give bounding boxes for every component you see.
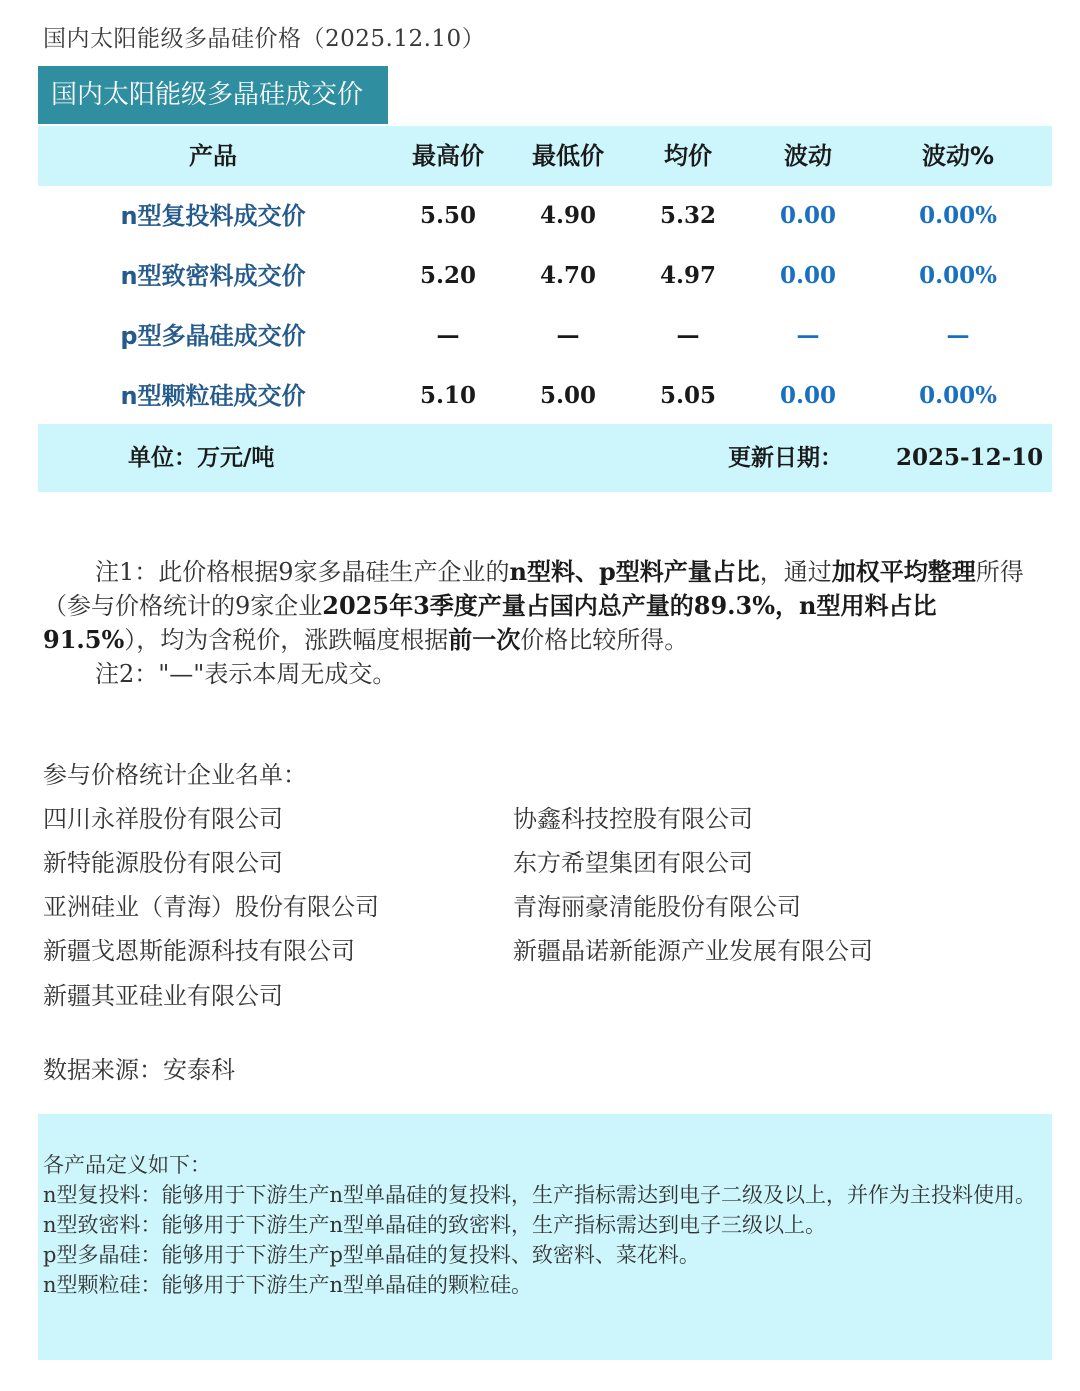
note-1-text: ），均为含税价，涨跌幅度根据 bbox=[124, 626, 449, 654]
header-low: 最低价 bbox=[532, 142, 604, 170]
high-price: 5.50 bbox=[419, 202, 477, 229]
note-1-text: 注1：此价格根据9家多晶硅生产企业的 bbox=[95, 558, 510, 586]
table-header-row bbox=[38, 126, 1052, 186]
high-price: 5.20 bbox=[419, 262, 477, 289]
company-item: 亚洲硅业（青海）股份有限公司 bbox=[43, 893, 379, 921]
definition-item: p型多晶硅：能够用于下游生产p型单晶硅的复投料、致密料、菜花料。 bbox=[43, 1243, 700, 1267]
high-price: — bbox=[436, 322, 460, 349]
price-change-pct: — bbox=[946, 322, 970, 349]
note-1-bold: 前一次 bbox=[448, 625, 521, 654]
low-price: 5.00 bbox=[539, 382, 597, 409]
page-title: 国内太阳能级多晶硅价格（2025.12.10） bbox=[43, 26, 486, 52]
company-item: 新疆其亚硅业有限公司 bbox=[43, 982, 283, 1010]
company-item: 协鑫科技控股有限公司 bbox=[513, 805, 753, 833]
low-price: 4.90 bbox=[539, 202, 597, 229]
header-change: 波动 bbox=[784, 142, 832, 170]
note-1-bold: 加权平均整理 bbox=[831, 557, 976, 586]
table-row bbox=[38, 186, 1052, 246]
company-item: 四川永祥股份有限公司 bbox=[43, 805, 283, 833]
company-item: 东方希望集团有限公司 bbox=[513, 849, 753, 877]
low-price: 4.70 bbox=[539, 262, 597, 289]
product-name: n型复投料成交价 bbox=[120, 202, 306, 230]
header-high: 最高价 bbox=[412, 142, 484, 170]
table-row bbox=[38, 306, 1052, 366]
price-change: 0.00 bbox=[779, 262, 837, 289]
price-change: — bbox=[796, 322, 820, 349]
note-1-text: 所得（参与价格统计的9家企业 bbox=[43, 558, 1024, 620]
definitions-box bbox=[38, 1114, 1052, 1360]
definition-item: n型复投料：能够用于下游生产n型单晶硅的复投料，生产指标需达到电子二级及以上，并作为主投料使用。 bbox=[43, 1183, 1037, 1207]
header-change-pct: 波动% bbox=[921, 142, 995, 170]
note-1-text: 价格比较所得。 bbox=[520, 626, 689, 654]
company-item: 新特能源股份有限公司 bbox=[43, 849, 283, 877]
avg-price: — bbox=[676, 322, 700, 349]
high-price: 5.10 bbox=[419, 382, 477, 409]
header-avg: 均价 bbox=[664, 142, 712, 170]
table-row bbox=[38, 366, 1052, 426]
section-tab: 国内太阳能级多晶硅成交价 bbox=[38, 66, 388, 124]
definition-item: n型致密料：能够用于下游生产n型单晶硅的致密料，生产指标需达到电子三级以上。 bbox=[43, 1213, 827, 1237]
price-change: 0.00 bbox=[779, 202, 837, 229]
company-item: 新疆戈恩斯能源科技有限公司 bbox=[43, 937, 355, 965]
data-source: 数据来源：安泰科 bbox=[43, 1056, 235, 1084]
note-1-bold: 2025年3季度产量占国内总产量的89.3%，n型用料占比91.5% bbox=[43, 591, 937, 654]
notes bbox=[43, 555, 1033, 691]
note-1-text: ，通过 bbox=[759, 558, 832, 586]
unit-label: 单位：万元/吨 bbox=[128, 445, 275, 471]
update-date-label: 更新日期： bbox=[728, 445, 843, 471]
avg-price: 5.32 bbox=[659, 202, 717, 229]
product-name: p型多晶硅成交价 bbox=[120, 322, 306, 350]
note-2: 注2："—"表示本周无成交。 bbox=[95, 660, 397, 688]
definition-item: n型颗粒硅：能够用于下游生产n型单晶硅的颗粒硅。 bbox=[43, 1273, 533, 1297]
definitions-title: 各产品定义如下： bbox=[43, 1153, 211, 1177]
company-item: 青海丽豪清能股份有限公司 bbox=[513, 893, 801, 921]
update-date-value: 2025-12-10 bbox=[896, 444, 1044, 471]
price-change-pct: 0.00% bbox=[919, 202, 997, 229]
table-row bbox=[38, 246, 1052, 306]
price-change-pct: 0.00% bbox=[919, 382, 997, 409]
product-name: n型颗粒硅成交价 bbox=[120, 382, 306, 410]
product-name: n型致密料成交价 bbox=[120, 262, 306, 290]
header-product: 产品 bbox=[189, 142, 237, 170]
avg-price: 4.97 bbox=[659, 262, 717, 289]
avg-price: 5.05 bbox=[659, 382, 717, 409]
company-list-title: 参与价格统计企业名单： bbox=[43, 761, 307, 789]
note-1-bold: n型料、p型料产量占比 bbox=[509, 557, 760, 586]
price-change-pct: 0.00% bbox=[919, 262, 997, 289]
table-footer-row bbox=[38, 424, 1052, 492]
note-1 bbox=[43, 555, 1033, 657]
low-price: — bbox=[556, 322, 580, 349]
price-change: 0.00 bbox=[779, 382, 837, 409]
company-item: 新疆晶诺新能源产业发展有限公司 bbox=[513, 937, 873, 965]
price-table bbox=[38, 126, 1052, 471]
